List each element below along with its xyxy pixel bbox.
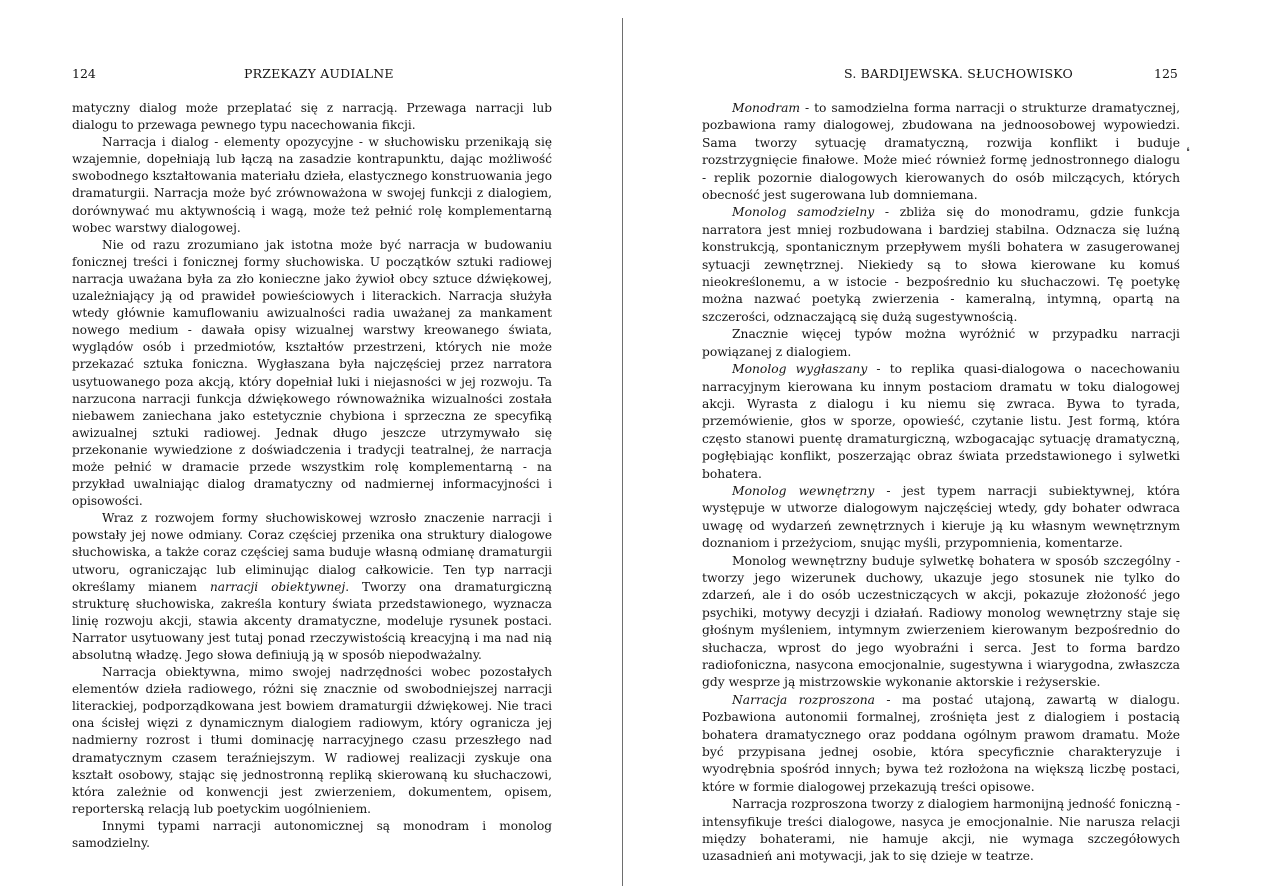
italic-term: Monolog wewnętrzny xyxy=(732,483,875,498)
italic-term: narracji obiektywnej xyxy=(209,579,346,594)
paragraph xyxy=(702,361,1180,483)
paragraph-text: - ma postać utajoną, zawartą w dialogu. Pozbawiona autonomii formalnej, zrośnięta jest z dialogiem i postacią bohatera dramatycznego oraz poddana ogólnym prawom dramatu. Może być przypisana jednej osobie, która specyficznie charakteryzuje i wyodrębnia spośród innych; bywa też rozłożona na większą liczbę postaci, które w formie dialogowej przekazują treści opisowe. xyxy=(702,692,1180,794)
italic-term: Monolog wygłaszany xyxy=(732,362,868,377)
paragraph-text: Wraz z rozwojem formy słuchowiskowej wzrosło znaczenie narracji i powstały jej nowe odmiany. Coraz częściej przenika ona struktury dialogowe słuchowiska, a także coraz częściej sama buduje własną odmianę dramaturgii utworu, ograniczając lub eliminując dialog całkowicie. Ten typ narracji określamy mianem xyxy=(72,511,552,594)
paragraph-text: - zbliża się do monodramu, gdzie funkcja narratora jest mniej rozbudowana i bardziej stabilna. Odznacza się luźną konstrukcją, spontanicznym przepływem myśli bohatera w zasugerowanej sytuacji zewnętrznej. Niekiedy są to słowa kierowane ku komuś nieokreślonemu, a w istocie - bezpośrednio ku słuchaczowi. Tę poetykę można nazwać poetyką zwierzenia - kameralną, intymną, opartą na szczerości, odznaczającą się dużą sugestywnością. xyxy=(702,205,1181,324)
running-header: S. BARDIJEWSKA. SŁUCHOWISKO xyxy=(844,66,1073,81)
paragraph xyxy=(72,510,552,664)
paragraph xyxy=(702,204,1180,326)
paragraph: Narracja obiektywna, mimo swojej nadrzędności wobec pozostałych elementów dzieła radiowego, różni się znacznie od swobodniejszej narracji literackiej, podporządkowana jest bowiem dramaturgii dźwiękowej. Nie traci ona ścisłej więzi z dynamicznym dialogiem radiowym, który ogranicza jej nadmierny rozrost i tłumi dominację narracyjnego czasu przeszłego nad dramatycznym czasem teraźniejszym. W radiowej realizacji zyskuje ona kształt osobowy, stając się jednostronną repliką skierowaną ku słuchaczowi, która zależnie od konwencji jest zwierzeniem, dokumentem, opisem, reporterską relacją lub poetyckim uogólnieniem. xyxy=(72,665,552,816)
paragraph: Narracja rozproszona tworzy z dialogiem harmonijną jedność foniczną - intensyfikuje treści dialogowe, nasyca je emocjonalnie. Nie narusza relacji między bohaterami, nie hamuje akcji, nie wymaga szczegółowych uzasadnień ani motywacji, jak to się dzieje w teatrze. xyxy=(702,797,1180,864)
paragraph: Monolog wewnętrzny buduje sylwetkę bohatera w sposób szczególny - tworzy jego wizerunek duchowy, ukazuje jego stosunek nie tylko do zdarzeń, ale i do osób uczestniczących w akcji, pokazuje złożoność jego psychiki, motywy decyzji i działań. Radiowy monolog wewnętrzny staje się głośnym myśleniem, intymnym zwierzeniem kierowanym bezpośrednio do słuchacza, wprost do jego wyobraźni i serca. Jest to forma bardzo radiofoniczna, nasycona emocjonalnie, sugestywna i wiarygodna, zwłaszcza gdy wesprze ją mistrzowskie wykonanie aktorskie i reżyserskie. xyxy=(702,553,1180,690)
paragraph xyxy=(702,100,1180,204)
paragraph xyxy=(702,692,1180,796)
page-number: 124 xyxy=(72,66,96,81)
paragraph: Narracja i dialog - elementy opozycyjne - w słuchowisku przenikają się wzajemnie, dopełniają lub łączą na zasadzie kontrapunktu, dając możliwość swobodnego kształtowania materiału dzieła, elastycznego konstruowania jego dramaturgii. Narracja może być zrównoważona w swojej funkcji z dialogiem, dorównywać mu aktywnością i wagą, może też pełnić rolę komplementarną wobec warstwy dialogowej. xyxy=(72,135,552,235)
running-header: PRZEKAZY AUDIALNE xyxy=(244,66,394,81)
paragraph: matyczny dialog może przeplatać się z narracją. Przewaga narracji lub dialogu to przewaga pewnego typu nacechowania fikcji. xyxy=(72,101,552,133)
book-gutter xyxy=(622,18,623,886)
paragraph-text: . Tworzy ona dramaturgiczną strukturę słuchowiska, zakreśla kontury świata przedstawionego, wyznacza linię rozwoju akcji, stawia akcenty dramatyczne, modeluje rysunek postaci. Narrator usytuowany jest tutaj ponad rzeczywistością kreacyjną i ma nad nią absolutną władzę. Jego słowa definiują ją w sposób niepodważalny. xyxy=(72,579,552,662)
page-number: 125 xyxy=(1154,66,1178,81)
right-page xyxy=(626,0,1262,894)
paragraph-text: - to replika quasi-dialogowa o nacechowaniu narracyjnym kierowana ku innym postaciom dramatu w toku dialogowej akcji. Wyrasta z dialogu i ku niemu się zwraca. Bywa to tyrada, przemówienie, głos w sporze, opowieść, czytanie listu. Jest formą, która często stanowi puentę dramaturgiczną, wzbogacając sytuację dramatyczną, pogłębiając konflikt, poszerzając obraz świata przedstawionego i sylwetki bohatera. xyxy=(702,362,1180,481)
italic-term: Monodram xyxy=(732,101,801,115)
left-page xyxy=(0,0,622,894)
page-body xyxy=(702,100,1180,866)
scan-speck: ❛ xyxy=(1186,145,1190,159)
paragraph: Innymi typami narracji autonomicznej są monodram i monolog samodzielny. xyxy=(72,818,552,851)
page-body xyxy=(72,100,552,852)
paragraph xyxy=(702,483,1180,553)
italic-term: Monolog samodzielny xyxy=(732,205,875,220)
paragraph-text: - jest typem narracji subiektywnej, która występuje w utworze dialogowym najczęściej wtedy, gdy bohater odwraca uwagę od wydarzeń zewnętrznych i kieruje ją ku własnym wewnętrznym doznaniom i przeżyciom, snując myśli, przypomnienia, komentarze. xyxy=(702,483,1180,551)
paragraph-text: - to samodzielna forma narracji o strukturze dramatycznej, pozbawiona ramy dialogowej, zbudowana na jednoosobowej wypowiedzi. Sama tworzy sytuację dramatyczną, rozwija konflikt i buduje rozstrzygnięcie finałowe. Może mieć również formę jednostronnego dialogu - replik pozornie dialogowych kierowanych do osób milczących, których obecność jest sugerowana lub domniemana. xyxy=(702,101,1180,203)
paragraph: Nie od razu zrozumiano jak istotna może być narracja w budowaniu fonicznej treści i fonicznej formy słuchowiska. U początków sztuki radiowej narracja uważana była za zło konieczne jako żywioł obcy sztuce dźwiękowej, uzależniający ją od prawideł powieściowych i literackich. Narracja służyła wtedy głównie kamuflowaniu awizualności radia uważanej za mankament nowego medium - dawała opisy wizualnej warstwy kreowanego świata, wyglądów osób i przedmiotów, kształtów przestrzeni, których nie może przekazać sztuka foniczna. Wygłaszana była najczęściej przez narratora usytuowanego poza akcją, który dopełniał luki i niejasności w jej rozwoju. Ta narzucona narracji funkcja dźwiękowego równoważnika wizualności została niebawem zaniechana jako estetycznie chybiona i sprzeczna ze specyfiką awizualnej sztuki radiowej. Jednak długo jeszcze utrzymywało się przekonanie wywiedzione z doświadczenia i tradycji teatralnej, że narracja może pełnić w dramacie przede wszystkim rolę komplementarną - na przykład uwalniając dialog dramatyczny od nadmiernej informacyjności i opisowości. xyxy=(72,237,552,509)
paragraph: Znacznie więcej typów można wyróżnić w przypadku narracji powiązanej z dialogiem. xyxy=(702,327,1180,359)
italic-term: Narracja rozproszona xyxy=(732,692,875,707)
